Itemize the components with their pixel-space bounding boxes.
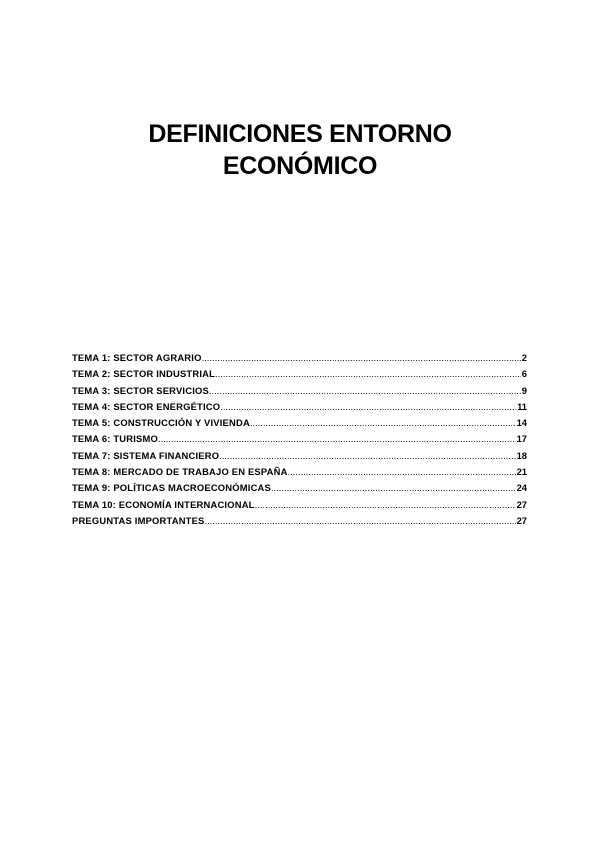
toc-entry-page: 11 — [517, 400, 527, 412]
toc-entry-label: TEMA 2: SECTOR INDUSTRIAL — [72, 368, 216, 380]
toc-entry-tema-9[interactable] — [72, 480, 527, 496]
toc-entry-tema-1[interactable] — [72, 350, 527, 366]
toc-entry-tema-5[interactable] — [72, 415, 527, 431]
toc-entry-page: 17 — [516, 433, 527, 445]
toc-entry-page: 6 — [521, 368, 527, 380]
toc-entry-page: 14 — [516, 417, 527, 429]
toc-entry-label: PREGUNTAS IMPORTANTES — [72, 514, 205, 526]
toc-entry-preguntas-importantes[interactable] — [72, 513, 527, 529]
toc-leader-dots — [219, 448, 515, 464]
toc-leader-dots — [202, 350, 521, 366]
toc-entry-page: 27 — [516, 514, 527, 526]
table-of-contents — [72, 350, 527, 529]
toc-entry-tema-10[interactable] — [72, 497, 527, 513]
title-line-1: DEFINICIONES ENTORNO — [148, 120, 452, 148]
toc-entry-label: TEMA 7: SISTEMA FINANCIERO — [72, 449, 220, 461]
toc-leader-dots — [250, 415, 516, 431]
toc-leader-dots — [158, 431, 516, 447]
toc-leader-dots — [271, 480, 516, 496]
toc-entry-label: TEMA 10: ECONOMÍA INTERNACIONAL — [72, 498, 255, 510]
toc-entry-page: 18 — [516, 449, 527, 461]
toc-entry-page: 21 — [516, 466, 527, 478]
toc-leader-dots — [205, 513, 516, 529]
toc-entry-tema-7[interactable] — [72, 448, 527, 464]
toc-entry-tema-3[interactable] — [72, 383, 527, 399]
toc-entry-label: TEMA 4: SECTOR ENERGÉTICO — [72, 400, 221, 412]
toc-entry-tema-6[interactable] — [72, 431, 527, 447]
document-title — [0, 118, 600, 182]
toc-entry-label: TEMA 5: CONSTRUCCIÓN Y VIVIENDA — [72, 417, 250, 429]
toc-entry-label: TEMA 6: TURISMO — [72, 433, 158, 445]
toc-entry-label: TEMA 8: MERCADO DE TRABAJO EN ESPAÑA — [72, 466, 288, 478]
toc-entry-page: 9 — [521, 384, 527, 396]
toc-entry-tema-4[interactable] — [72, 399, 527, 415]
toc-leader-dots — [209, 383, 521, 399]
toc-entry-label: TEMA 9: POLÍTICAS MACROECONÓMICAS — [72, 482, 271, 494]
toc-leader-dots — [255, 497, 516, 513]
title-line-2: ECONÓMICO — [222, 152, 378, 180]
toc-entry-tema-8[interactable] — [72, 464, 527, 480]
toc-entry-page: 27 — [516, 498, 527, 510]
toc-leader-dots — [215, 366, 521, 382]
toc-entry-tema-2[interactable] — [72, 366, 527, 382]
toc-entry-page: 2 — [521, 352, 527, 363]
toc-leader-dots — [220, 399, 516, 415]
toc-entry-label: TEMA 3: SECTOR SERVICIOS — [72, 384, 209, 396]
toc-entry-page: 24 — [516, 482, 527, 494]
toc-entry-label: TEMA 1: SECTOR AGRARIO — [72, 352, 202, 363]
toc-leader-dots — [288, 464, 516, 480]
